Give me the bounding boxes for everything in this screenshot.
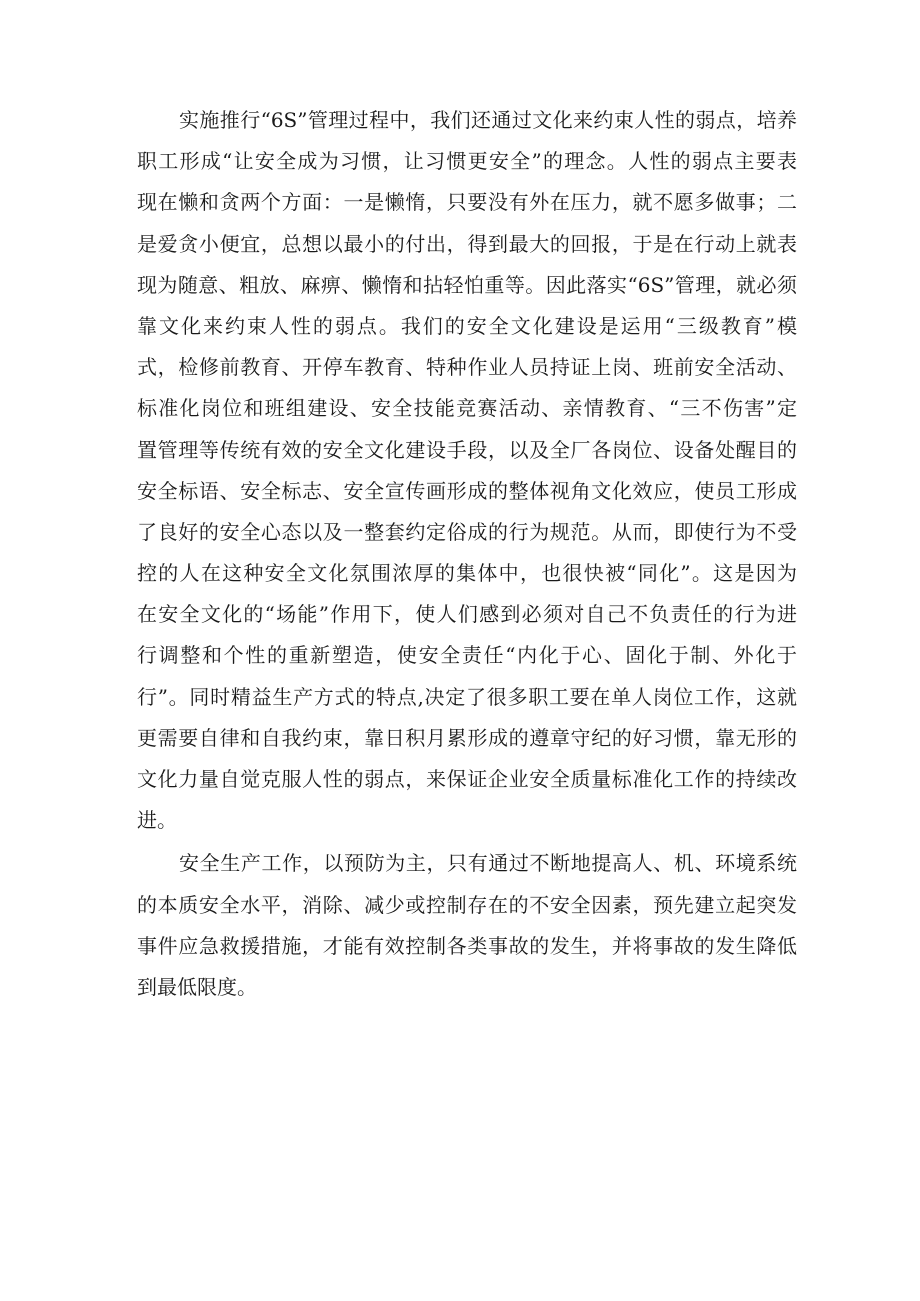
text-line: 现在懒和贪两个方面：一是懒惰，只要没有外在压力，就不愿多做事；二 xyxy=(137,190,797,215)
text-line: 文化力量自觉克服人性的弱点，来保证企业安全质量标准化工作的持续改 xyxy=(137,767,797,791)
text-line: 置管理等传统有效的安全文化建设手段，以及全厂各岗位、设备处醒目的 xyxy=(137,437,797,462)
text-line: 是爱贪小便宜，总想以最小的付出，得到最大的回报，于是在行动上就表 xyxy=(137,231,797,256)
text-line: 安全标语、安全标志、安全宣传画形成的整体视角文化效应，使员工形成 xyxy=(137,478,797,503)
text-line: 到最低限度。 xyxy=(137,974,257,999)
paragraph-prevention xyxy=(137,843,797,1008)
text-line: 控的人在这种安全文化氛围浓厚的集体中，也很快被“同化”。这是因为 xyxy=(137,561,797,586)
text-line: 职工形成“让安全成为习惯，让习惯更安全”的理念。人性的弱点主要表 xyxy=(137,149,797,174)
text-line: 靠文化来约束人性的弱点。我们的安全文化建设是运用“三级教育”模 xyxy=(137,313,797,338)
text-line: 进。 xyxy=(137,808,177,833)
document-body xyxy=(137,100,797,1008)
text-line: 实施推行“6S”管理过程中，我们还通过文化来约束人性的弱点，培养 xyxy=(179,108,797,132)
text-line: 标准化岗位和班组建设、安全技能竞赛活动、亲情教育、“三不伤害”定 xyxy=(137,396,797,421)
text-line: 安全生产工作，以预防为主，只有通过不断地提高人、机、环境系统 xyxy=(179,851,797,876)
text-line: 事件应急救援措施，才能有效控制各类事故的发生，并将事故的发生降低 xyxy=(137,933,797,958)
text-line: 现为随意、粗放、麻痹、懒惰和拈轻怕重等。因此落实“6S”管理，就必须 xyxy=(137,272,797,297)
paragraph-culture xyxy=(137,100,797,841)
text-line: 行”。同时精益生产方式的特点,决定了很多职工要在单人岗位工作，这就 xyxy=(137,684,797,709)
text-line: 更需要自律和自我约束，靠日积月累形成的遵章守纪的好习惯，靠无形的 xyxy=(137,725,797,750)
text-line: 的本质安全水平，消除、减少或控制存在的不安全因素，预先建立起突发 xyxy=(137,892,797,917)
text-line: 式，检修前教育、开停车教育、特种作业人员持证上岗、班前安全活动、 xyxy=(137,355,797,380)
text-line: 行调整和个性的重新塑造，使安全责任“内化于心、固化于制、外化于 xyxy=(137,643,797,668)
text-line: 了良好的安全心态以及一整套约定俗成的行为规范。从而，即使行为不受 xyxy=(137,519,797,544)
text-line: 在安全文化的“场能”作用下，使人们感到必须对自己不负责任的行为进 xyxy=(137,602,797,627)
